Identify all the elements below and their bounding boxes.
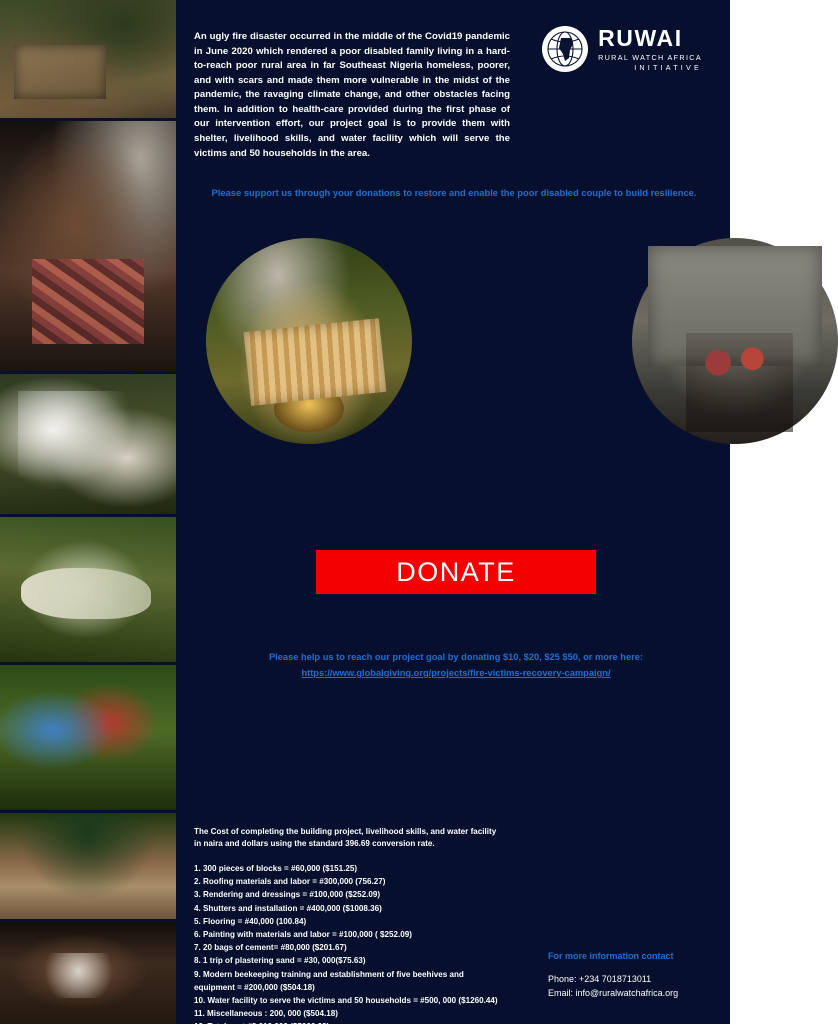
list-item: 10. Water facility to serve the victims and 50 households = #500, 000 ($1260.44) bbox=[194, 995, 498, 1005]
list-item: 12. Total cost #2,010,000 ($5066.99) bbox=[194, 1022, 330, 1032]
list-item: 1. 300 pieces of blocks = #60,000 ($151.25) bbox=[194, 864, 358, 873]
list-item: 9. Modern beekeeping training and establishment of five beehives and bbox=[194, 969, 464, 979]
beekeeping-training-field-photo bbox=[0, 665, 176, 810]
photo-strip bbox=[0, 0, 176, 1024]
contact-block bbox=[548, 950, 728, 1001]
intro-paragraph: An ugly fire disaster occurred in the middle of the Covid19 pandemic in June 2020 which rendered a poor disabled family living in a hard-to-reach poor rural area in far Southeast Nigeria homeless, poorer, and with scars and made them more vulnerable in the midst of the pandemic, the ravaging climate change, and other obstacles facing them. In addition to health-care provided during the first phase of our intervention effort, our project goal is to provide them with shelter, livelihood skills, and water facility which will serve the victims and 50 households in the area. bbox=[194, 31, 510, 159]
cleared-land-photo bbox=[0, 813, 176, 919]
contact-phone: Phone: +234 7018713011 bbox=[548, 973, 652, 984]
list-item: 7. 20 bags of cement= #80,000 ($201.67) bbox=[194, 943, 347, 953]
family-at-burnt-house-photo bbox=[632, 238, 838, 444]
logo-subtitle-secondary: INITIATIVE bbox=[634, 63, 702, 72]
list-item: 6. Painting with materials and labor = #100,000 ( $252.09) bbox=[194, 929, 412, 939]
cost-heading bbox=[194, 826, 554, 850]
globe-africa-icon bbox=[542, 26, 588, 72]
fire-victim-woman-photo bbox=[0, 121, 176, 371]
cost-breakdown-list bbox=[194, 862, 574, 1033]
list-item: 5. Flooring = #40,000 (100.84) bbox=[194, 916, 307, 926]
logo-wordmark bbox=[598, 24, 702, 72]
list-item: 3. Rendering and dressings = #100,000 ($252.09) bbox=[194, 890, 381, 900]
contact-heading: For more information contact bbox=[548, 951, 674, 961]
cost-heading-line-2: in naira and dollars using the standard 396.69 conversion rate. bbox=[194, 839, 435, 849]
donate-button[interactable]: DONATE bbox=[316, 550, 596, 594]
list-item: equipment = #200,000 ($504.18) bbox=[194, 982, 315, 992]
list-item: 4. Shutters and installation = #400,000 ($1008.36) bbox=[194, 903, 382, 913]
list-item: 8. 1 trip of plastering sand = #30, 000($75.63) bbox=[194, 956, 366, 966]
list-item: 11. Miscellaneous : 200, 000 ($504.18) bbox=[194, 1009, 338, 1019]
honey-pot-detail bbox=[274, 386, 344, 431]
donation-goal-block bbox=[198, 650, 714, 682]
poster-content bbox=[176, 0, 730, 1032]
ruwai-logo bbox=[542, 26, 702, 72]
support-message: Please support us through your donations to restore and enable the poor disabled couple to build resilience. bbox=[211, 187, 697, 198]
burnt-building-photo bbox=[0, 0, 176, 118]
cost-heading-line-1: The Cost of completing the building project, livelihood skills, and water facility bbox=[194, 827, 497, 836]
logo-subtitle: RURAL WATCH AFRICA bbox=[598, 52, 702, 62]
beekeeper-lying-down-photo bbox=[0, 517, 176, 662]
beehive-construction-photo bbox=[206, 238, 412, 444]
elderly-victim-portrait-photo bbox=[0, 922, 176, 1024]
donation-goal-text: Please help us to reach our project goal by donating $10, $20, $25 $50, or more here: bbox=[268, 652, 644, 662]
list-item: 2. Roofing materials and labor = #300,000 (756.27) bbox=[194, 877, 386, 887]
logo-name: RUWAI bbox=[598, 24, 683, 51]
contact-email: Email: info@ruralwatchafrica.org bbox=[548, 987, 679, 998]
beekeepers-in-suits-photo bbox=[0, 374, 176, 514]
globalgiving-link[interactable]: https://www.globalgiving.org/projects/fire-victims-recovery-campaign/ bbox=[301, 667, 611, 678]
